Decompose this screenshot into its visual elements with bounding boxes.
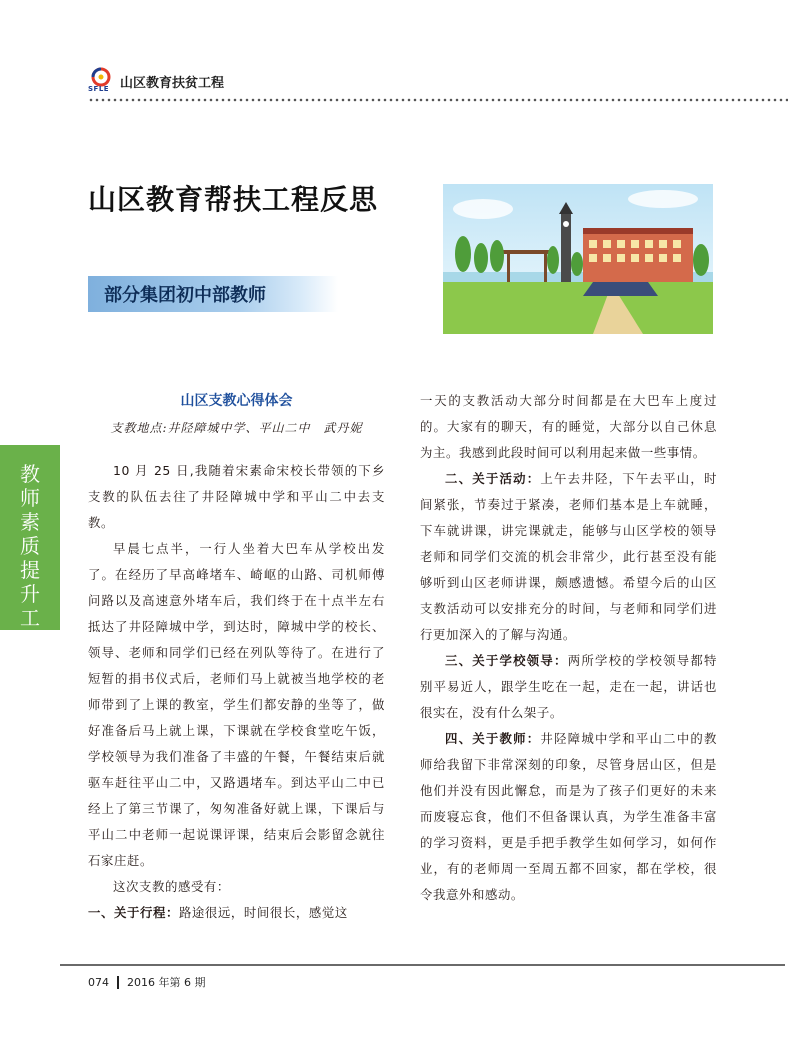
item-text: 井陉障城中学和平山二中的教师给我留下非常深刻的印象，尽管身居山区，但是他们并没有因此懈怠，而是为了孩子们更好的未来而废寝忘食，他们不但备课认真，为学生准备丰富的学习资料，更是手把手教学生如何学习，如何作业，有的老师周一至周五都不回家，都在学校，很令我意外和感动。: [420, 731, 717, 902]
item-lead: 三、关于学校领导：: [445, 653, 568, 668]
left-column: [88, 388, 385, 926]
header-title: 山区教育扶贫工程: [120, 75, 225, 91]
item-text: 路途很远，时间很长，感觉这: [178, 905, 348, 920]
paragraph: 10 月 25 日,我随着宋素命宋校长带领的下乡支教的队伍去往了井陉障城中学和平山二中去支教。: [88, 463, 385, 530]
issue-label: 2016 年第 6 期: [127, 976, 206, 989]
school-illustration: [443, 184, 713, 334]
subtitle-band: [88, 276, 338, 312]
paragraph: 一天的支教活动大部分时间都是在大巴车上度过的。大家有的聊天，有的睡觉，大部分以自己休息为主。我感到此段时间可以利用起来做一些事情。: [420, 393, 717, 460]
paragraph: [420, 726, 717, 908]
article-subtitle: 部分集团初中部教师: [104, 285, 266, 306]
paragraph: [420, 466, 717, 648]
item-lead: 二、关于活动：: [445, 471, 541, 486]
sfle-logo: [88, 67, 114, 95]
paragraph: 早晨七点半，一行人坐着大巴车从学校出发了。在经历了早高峰堵车、崎岖的山路、司机师傅问路以及高速意外堵车后，我们终于在十点半左右抵达了井陉障城中学，到达时，障城中学的校长、领导、老师和同学们已经在列队等待了。在进行了短暂的捐书仪式后，老师们马上就被当地学校的老师带到了上课的教室，学生们都安静的坐等了，做好准备后马上就上课，下课就在学校食堂吃午饭，学校领导为我们准备了丰盛的午餐，午餐结束后就驱车赶往平山二中，又路遇堵车。到达平山二中已经上了第三节课了，匆匆准备好就上课，下课后与平山二中老师一起说课评课，结束后会影留念就往石家庄赶。: [88, 541, 385, 868]
dotted-divider: [88, 98, 788, 102]
article-title: 山区教育帮扶工程反思: [88, 183, 379, 216]
logo-swirl-icon: [88, 67, 114, 87]
item-lead: 四、关于教师：: [445, 731, 541, 746]
paragraph: [420, 648, 717, 726]
page-footer: [88, 974, 205, 990]
running-header: [88, 66, 224, 96]
page-number: 074: [88, 975, 109, 989]
side-tab-label: 教师素质提升工程: [20, 462, 40, 654]
paragraph: 这次支教的感受有：: [113, 879, 230, 894]
item-lead: 一、关于行程：: [88, 905, 179, 920]
footer-separator: [117, 976, 119, 989]
right-column: [420, 388, 717, 908]
footer-rule: [60, 964, 785, 966]
byline: 支教地点:井陉障城中学、平山二中 武丹妮: [110, 421, 363, 435]
logo-text: SFLE: [88, 85, 110, 93]
item-text: 上午去井陉，下午去平山，时间紧张，节奏过于紧凑，老师们基本是上车就睡，下车就讲课，讲完课就走，能够与山区学校的领导老师和同学们交流的机会非常少，此行甚至没有能够听到山区老师讲课，颇感遗憾。希望今后的山区支教活动可以安排充分的时间，与老师和同学们进行更加深入的了解与沟通。: [420, 471, 717, 642]
item-text: 两所学校的学校领导都特别平易近人，跟学生吃在一起，走在一起，讲话也很实在，没有什么架子。: [420, 653, 717, 720]
section-title: 山区支教心得体会: [180, 393, 293, 409]
paragraph: [88, 900, 385, 926]
